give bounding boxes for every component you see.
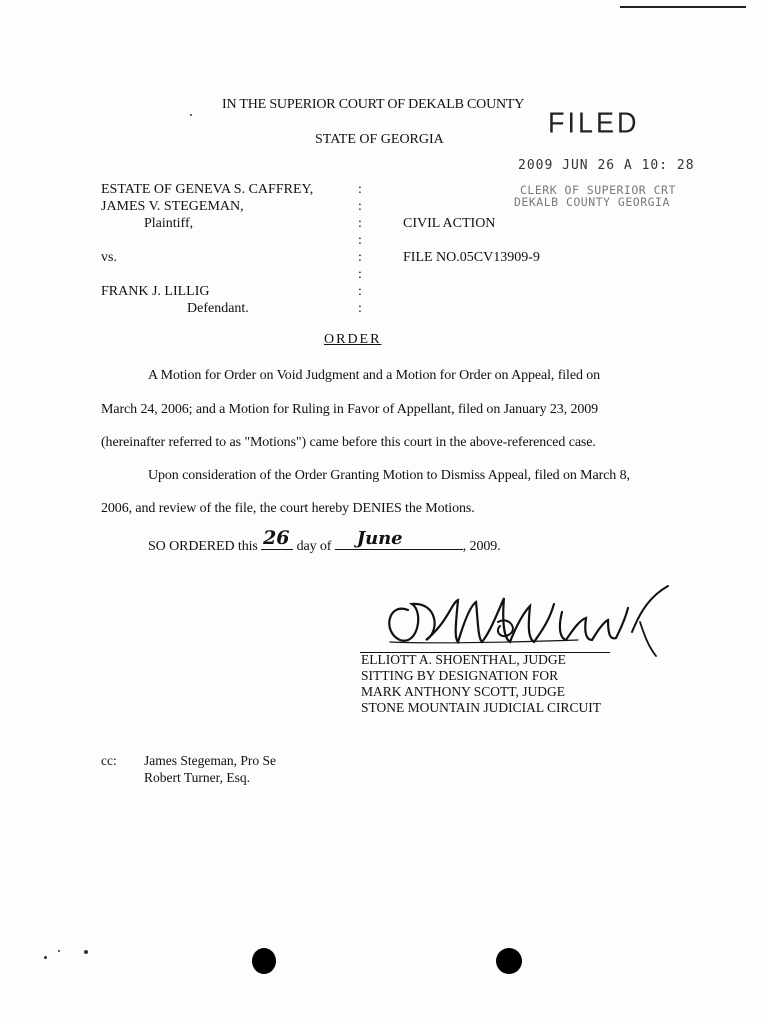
order-title: ORDER (324, 332, 382, 347)
defendant-role: Defendant. (187, 301, 249, 316)
day-blank (261, 527, 293, 550)
plaintiff-name-line-2: JAMES V. STEGEMAN, (101, 199, 244, 214)
judicial-circuit: STONE MOUNTAIN JUDICIAL CIRCUIT (361, 700, 602, 715)
handwritten-day: 26 (263, 527, 290, 549)
paragraph-1-line-3: (hereinafter referred to as "Motions") came before this court in the above-referenced case. (101, 435, 596, 450)
caption-colon: : (358, 301, 362, 316)
paragraph-1-line-1: A Motion for Order on Void Judgment and a Motion for Order on Appeal, filed on (148, 368, 601, 383)
file-number: FILE NO.05CV13909-9 (403, 250, 540, 265)
versus-label: vs. (101, 250, 117, 265)
state-heading: STATE OF GEORGIA (315, 132, 444, 147)
clerk-stamp-line-2: DEKALB COUNTY GEORGIA (514, 195, 670, 209)
defendant-name: FRANK J. LILLIG (101, 284, 210, 299)
handwritten-month: June (356, 528, 403, 549)
caption-colon: : (358, 267, 362, 282)
caption-colon: : (358, 199, 362, 214)
caption-colon: : (358, 284, 362, 299)
clerk-stamp-line-1: CLERK OF SUPERIOR CRT (520, 183, 676, 197)
punch-hole-left (252, 948, 276, 974)
court-heading: IN THE SUPERIOR COURT OF DEKALB COUNTY (222, 97, 525, 112)
filed-stamp-date: 2009 JUN 26 A 10: 28 (518, 158, 695, 173)
paragraph-1-line-2: March 24, 2006; and a Motion for Ruling in Favor of Appellant, filed on January 23, 2009 (101, 402, 599, 417)
day-of-text: day of (296, 539, 332, 554)
plaintiff-name-line-1: ESTATE OF GENEVA S. CAFFREY, (101, 182, 314, 197)
caption-colon: : (358, 250, 362, 265)
designated-judge: MARK ANTHONY SCOTT, JUDGE (361, 684, 566, 699)
caption-colon: : (358, 216, 362, 231)
civil-action-label: CIVIL ACTION (403, 216, 496, 231)
cc-recipient-1: James Stegeman, Pro Se (144, 753, 276, 768)
cc-label: cc: (101, 753, 117, 768)
so-ordered-line (148, 527, 501, 555)
scan-speck (44, 956, 47, 959)
paragraph-2-line-2: 2006, and review of the file, the court hereby DENIES the Motions. (101, 501, 475, 516)
plaintiff-role: Plaintiff, (144, 216, 194, 231)
year-text: , 2009. (462, 539, 501, 554)
month-blank (335, 528, 463, 550)
top-edge-rule (620, 6, 746, 8)
so-ordered-prefix: SO ORDERED this (148, 539, 258, 554)
paragraph-2-line-1: Upon consideration of the Order Granting Motion to Dismiss Appeal, filed on March 8, (148, 468, 630, 483)
judge-name: ELLIOTT A. SHOENTHAL, JUDGE (361, 652, 566, 667)
punch-hole-right (496, 948, 522, 974)
cc-recipient-2: Robert Turner, Esq. (144, 770, 250, 785)
caption-colon: : (358, 233, 362, 248)
scan-speck (58, 950, 60, 952)
designation-line: SITTING BY DESIGNATION FOR (361, 668, 559, 683)
scan-speck (190, 114, 192, 116)
scan-speck (84, 950, 88, 954)
judge-signature (378, 582, 683, 662)
caption-colon: : (358, 182, 362, 197)
filed-stamp: FILED (548, 107, 640, 139)
